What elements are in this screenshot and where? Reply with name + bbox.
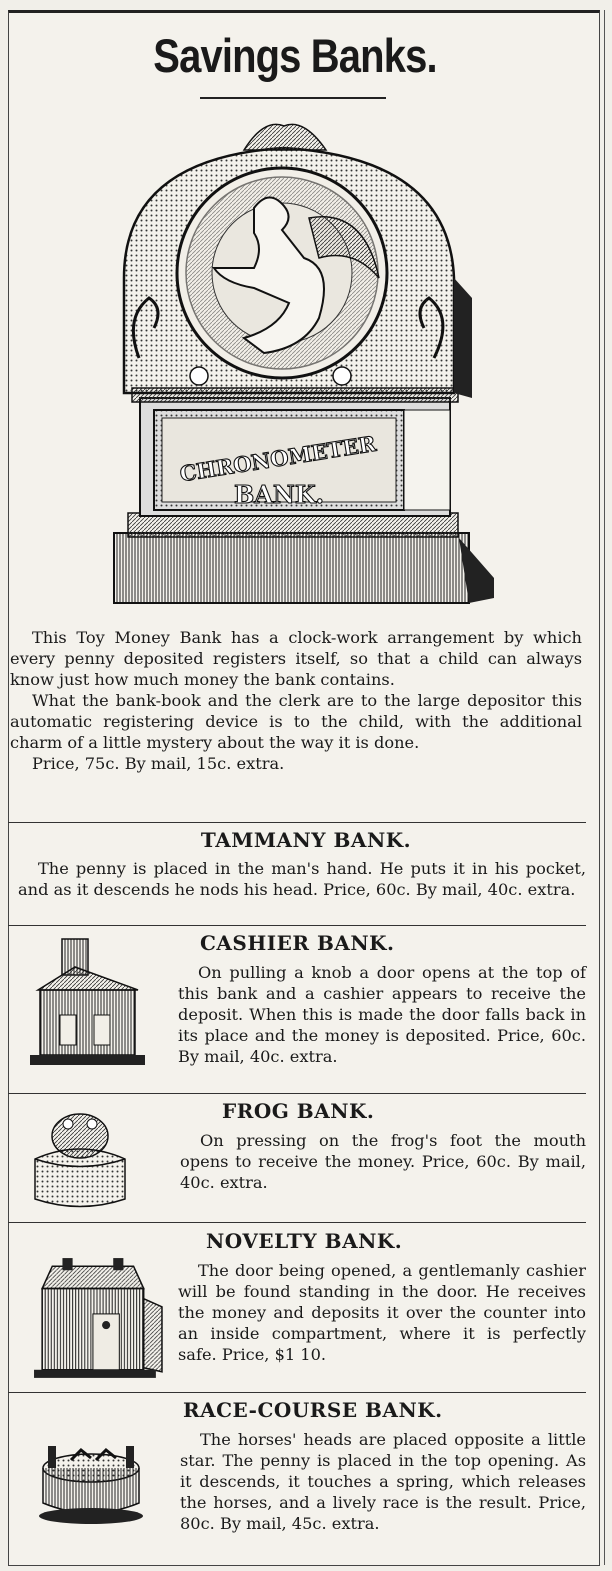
cashier-title: CASHIER BANK. — [200, 931, 395, 955]
page-title: Savings Banks. — [153, 29, 437, 82]
chronometer-price: Price, 75c. By mail, 15c. extra. — [32, 754, 285, 773]
divider-2 — [8, 925, 586, 926]
chronometer-description — [10, 627, 582, 774]
novelty-text — [178, 1260, 586, 1365]
novelty-title: NOVELTY BANK. — [206, 1229, 403, 1253]
cashier-text — [178, 962, 586, 1067]
chronometer-bank-illustration — [104, 118, 499, 615]
frog-text — [180, 1130, 586, 1193]
cashier-text-body: On pulling a knob a door opens at the top of this bank and a cashier appears to receive the deposit. When this is made the door falls back in its place and the money is deposited. Price, 60c. By mail, 40c. extra. — [178, 963, 586, 1066]
race-course-text-body: The horses' heads are placed opposite a little star. The penny is placed in the top opening. As it descends, it touches a spring, which releases the horses, and a lively race is the result. Price, 80c. By mail, 45c. extra. — [180, 1430, 586, 1533]
frog-text-body: On pressing on the frog's foot the mouth opens to receive the money. Price, 60c. By mail, 40c. extra. — [180, 1131, 586, 1192]
race-course-bank-illustration — [36, 1438, 146, 1528]
race-course-title: RACE-COURSE BANK. — [183, 1398, 443, 1422]
tammany-text-body: The penny is placed in the man's hand. He puts it in his pocket, and as it descends he nods his head. Price, 60c. By mail, 40c. extra. — [18, 859, 586, 899]
page-edge-rule — [604, 10, 605, 1565]
divider-1 — [8, 822, 586, 823]
plaque-text-line2: BANK. — [233, 480, 325, 509]
frog-bank-illustration — [30, 1104, 130, 1209]
divider-4 — [8, 1222, 586, 1223]
chronometer-paragraph-2: What the bank-book and the clerk are to the large depositor this automatic registering device is to the child, with the additional charm of a little mystery about the way it is done. — [10, 691, 582, 752]
novelty-bank-illustration — [32, 1258, 164, 1380]
cashier-bank-illustration — [28, 935, 148, 1070]
divider-3 — [8, 1093, 586, 1094]
tammany-title: TAMMANY BANK. — [200, 828, 412, 852]
chronometer-paragraph-1: This Toy Money Bank has a clock-work arrangement by which every penny deposited registers itself, so that a child can always know just how much money the bank contains. — [10, 628, 582, 689]
novelty-text-body: The door being opened, a gentlemanly cashier will be found standing in the door. He receives the money and deposits it over the counter into an inside compartment, where it is perfectly safe. Price, $1 10. — [178, 1261, 586, 1364]
divider-5 — [8, 1392, 586, 1393]
frog-title: FROG BANK. — [222, 1099, 375, 1123]
plaque-text-line1: CHRONOMETER — [178, 430, 378, 487]
tammany-text — [18, 858, 586, 900]
title-underline — [200, 97, 386, 99]
race-course-text — [180, 1429, 586, 1534]
